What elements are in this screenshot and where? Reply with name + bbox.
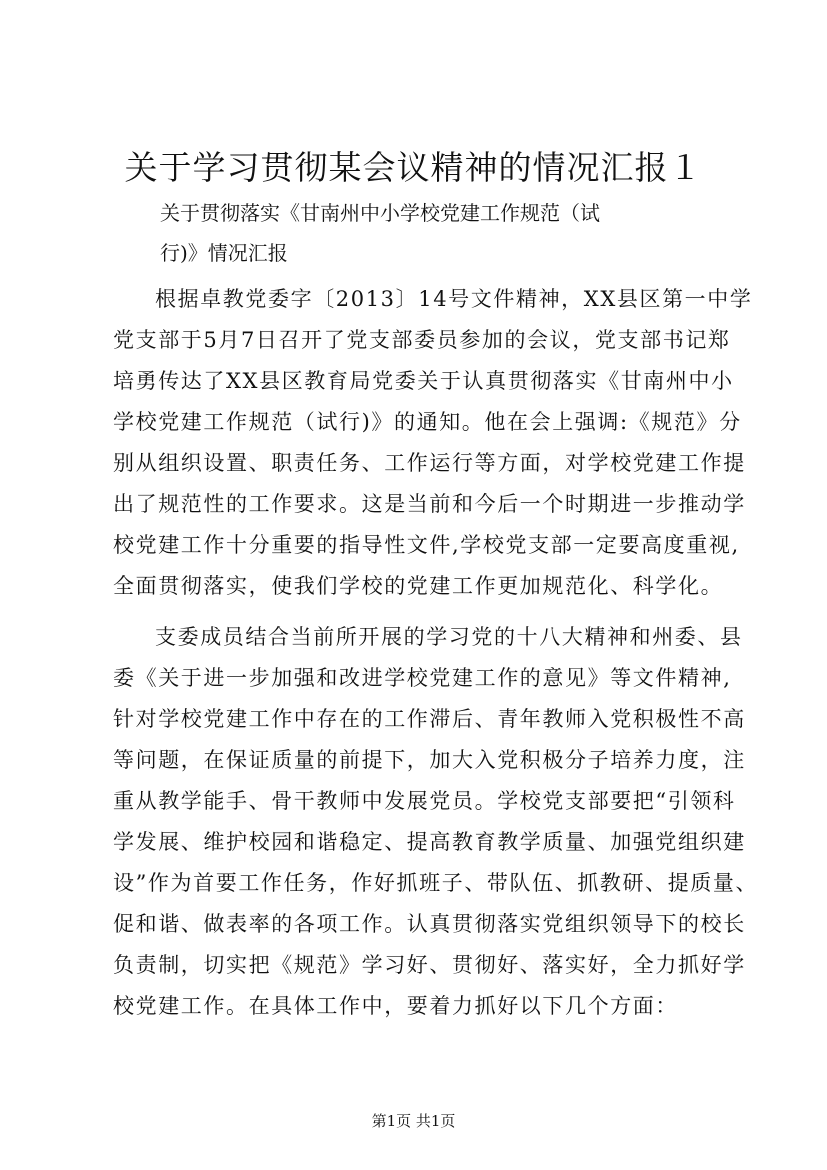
subtitle-line-1: 关于贯彻落实《甘南州中小学校党建工作规范（试 [160,201,600,225]
body-line: 学发展、维护校园和谐稳定、提高教育教学质量、加强党组织建 [113,830,746,854]
body-line: 培勇传达了XX县区教育局党委关于认真贯彻落实《甘南州中小 [113,369,734,393]
body-line: 针对学校党建工作中存在的工作滞后、青年教师入党积极性不高 [113,707,746,731]
body-line: 委《关于进一步加强和改进学校党建工作的意见》等文件精神, [113,666,732,690]
body-line: 校党建工作。在具体工作中，要着力抓好以下几个方面： [113,994,678,1018]
body-line: 重从教学能手、骨干教师中发展党员。学校党支部要把“引领科 [113,789,736,813]
body-line: 设”作为首要工作任务，作好抓班子、带队伍、抓教研、提质量、 [113,871,759,895]
body-line: 负责制，切实把《规范》学习好、贯彻好、落实好，全力抓好学 [113,953,746,977]
body-line: 全面贯彻落实，使我们学校的党建工作更加规范化、科学化。 [113,574,724,598]
page-footer: 第1页 共1页 [371,1112,456,1130]
body-line: 根据卓教党委字〔2013〕14号文件精神，XX县区第一中学 [155,287,753,311]
body-line: 校党建工作十分重要的指导性文件,学校党支部一定要高度重视, [113,533,740,557]
body-line: 等问题，在保证质量的前提下，加大入党积极分子培养力度，注 [113,748,746,772]
body-line: 党支部于5月7日召开了党支部委员参加的会议，党支部书记郑 [113,328,731,352]
body-line: 出了规范性的工作要求。这是当前和今后一个时期进一步推动学 [113,492,746,516]
document-title: 关于学习贯彻某会议精神的情况汇报１ [124,148,703,187]
body-line: 促和谐、做表率的各项工作。认真贯彻落实党组织领导下的校长 [113,912,746,936]
subtitle-line-2: 行)》情况汇报 [160,241,288,265]
body-line: 学校党建工作规范（试行)》的通知。他在会上强调:《规范》分 [113,410,742,434]
body-line: 别从组织设置、职责任务、工作运行等方面，对学校党建工作提 [113,451,746,475]
body-line: 支委成员结合当前所开展的学习党的十八大精神和州委、县 [155,625,743,649]
